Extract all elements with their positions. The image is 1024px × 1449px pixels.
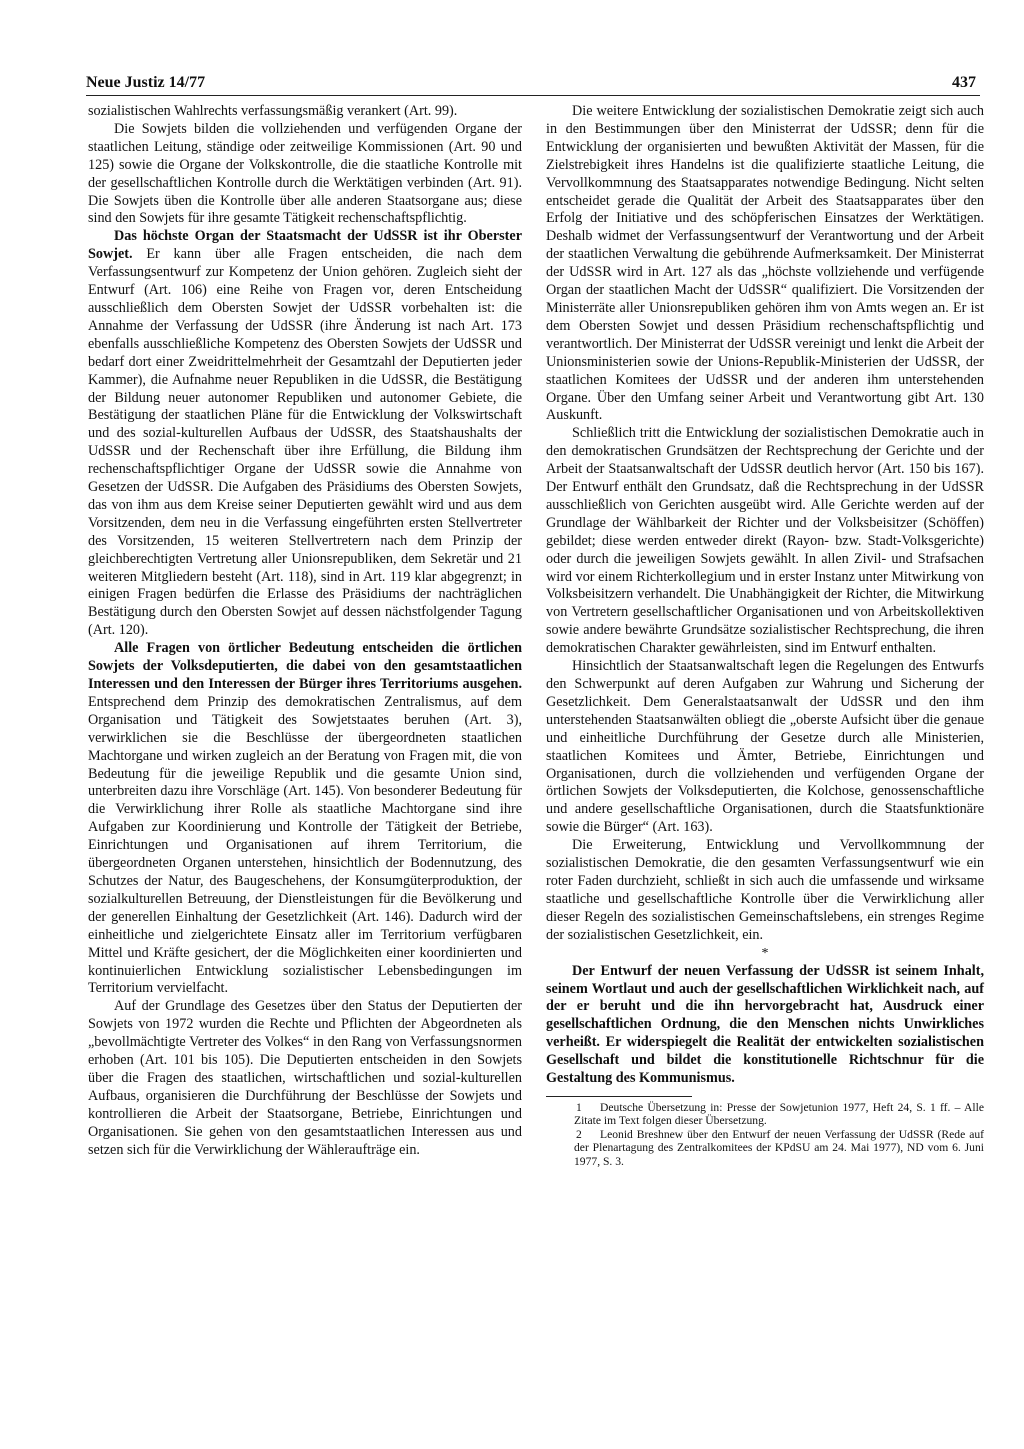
lead-in-bold: Alle Fragen von örtlicher Bedeutung entscheiden die örtlichen Sowjets der Volksdeputierten, die dabei von den gesamtstaatlichen Interessen und den Interessen der Bürger ihres Territoriums ausgehen. bbox=[88, 640, 522, 692]
conclusion-paragraph: Der Entwurf der neuen Verfassung der UdSSR ist seinem Inhalt, seinem Wortlaut und auch der gesellschaftlichen Wirklichkeit nach, auf der er beruht und die ihn hervorgebracht hat, Ausdruck einer gesellschaftlichen Ordnung, die den Menschen nichts Unwirkliches verheißt. Er widerspiegelt die Realität der entwickelten sozialistischen Gesellschaft und bildet die konstitutionelle Richtschnur für die Gestaltung des Kommunismus. bbox=[546, 962, 984, 1087]
journal-title: Neue Justiz 14/77 bbox=[86, 74, 206, 91]
paragraph: Auf der Grundlage des Gesetzes über den Status der Deputierten der Sowjets von 1972 wurden die Rechte und Pflichten der Abgeordneten als „bevollmächtigte Vertreter des Volkes“ in den Rang von Verfassungsnormen erhoben (Art. 101 bis 105). Die Deputierten entscheiden in den Sowjets über die Fragen des staatlichen, wirtschaftlichen und sozial-kulturellen Aufbaus, organisieren die Durchführung der Beschlüsse der Sowjets und kontrollieren die Arbeit der Staatsorgane, Betriebe, Einrichtungen und Organisationen. Sie gehen von den gesamtstaatlichen Interessen aus und setzen sich für die Verwirklichung der Wähleraufträge ein. bbox=[88, 998, 522, 1158]
header-rule bbox=[86, 95, 980, 96]
footnote bbox=[546, 1128, 984, 1168]
lead-in-bold: Das höchste Organ der Staatsmacht der UdSSR ist ihr Oberster Sowjet. bbox=[88, 228, 522, 263]
section-separator: * bbox=[761, 945, 769, 961]
page-number: 437 bbox=[952, 74, 976, 91]
paragraph bbox=[88, 640, 522, 998]
left-column bbox=[88, 103, 522, 1159]
paragraph: Schließlich tritt die Entwicklung der sozialistischen Demokratie auch in den demokratischen Grundsätzen der Rechtsprechung der Gerichte und der Arbeit der Staatsanwaltschaft der UdSSR deutlich hervor (Art. 150 bis 167). Der Entwurf enthält den Grundsatz, daß die Rechtsprechung in der UdSSR ausschließlich von Gerichten ausgeübt wird. Alle Gerichte werden auf der Grundlage der Wählbarkeit der Richter und der Volksbeisitzer (Schöffen) gebildet; diese werden entweder direkt (Rayon- bzw. Stadt-Volksgerichte) oder durch die jeweiligen Sowjets gewählt. In allen Zivil- und Strafsachen wird vor einem Richterkollegium und in erster Instanz unter Mitwirkung von Volksbeisitzern verhandelt. Die Unabhängigkeit der Richter, die Mitwirkung von Vertretern gesellschaftlicher Organisationen und von Arbeitskollektiven sowie andere bewährte Grundsätze sozialistischer Rechtsprechung, die ihren demokratischen Charakter gewährleisten, sind im Entwurf enthalten. bbox=[546, 425, 984, 657]
paragraph: Hinsichtlich der Staatsanwaltschaft legen die Regelungen des Entwurfs den Schwerpunkt auf deren Aufgaben zur Wahrung und Sicherung der Gesetzlichkeit. Dem Generalstaatsanwalt der UdSSR und den ihm unterstehenden Staatsanwälten obliegt die „oberste Aufsicht über die genaue und einheitliche Durchführung der Gesetze durch alle Ministerien, staatlichen Komitees und Ämter, Betriebe, Einrichtungen und Organisationen, durch die vollziehenden und verfügenden Organe der örtlichen Sowjets der Volksdeputierten, die Kolchose, genossenschaftliche und andere gesellschaftliche Organisationen, durch die Staatsfunktionäre sowie die Bürger“ (Art. 163). bbox=[546, 658, 984, 836]
paragraph: Die weitere Entwicklung der sozialistischen Demokratie zeigt sich auch in den Bestimmungen über den Ministerrat der UdSSR; denn für die Entwicklung der organisierten und bewußten Aktivität der Massen, für die Zielstrebigkeit ihres Handelns ist die qualifizierte staatliche Leitung, die Vervollkommnung des Staatsapparates notwendige Bedingung. Nicht selten entscheidet gerade die Qualität der Arbeit des Staatsapparates über den Erfolg der Initiative und des schöpferischen Einsatzes der Werktätigen. Deshalb widmet der Verfassungsentwurf der Verantwortung und der Arbeit der staatlichen Verwaltung die gebührende Aufmerksamkeit. Der Ministerrat der UdSSR wird in Art. 127 als das „höchste vollziehende und verfügende Organ der staatlichen Macht der UdSSR“ qualifiziert. Die Vorsitzenden der Ministerräte aller Unionsrepubliken gehören ihm von Amts wegen an. Er ist dem Obersten Sowjet und dessen Präsidium rechenschaftspflichtig und verantwortlich. Der Ministerrat der UdSSR vereinigt und lenkt die Arbeit der Unionsministerien sowie der Unions-Republik-Ministerien der UdSSR, der staatlichen Komitees der UdSSR und der anderen ihm unterstehenden Organe. Über den Umfang seiner Arbeit und Verantwortung gibt Art. 130 Auskunft. bbox=[546, 103, 984, 424]
right-column bbox=[546, 103, 984, 1168]
running-header bbox=[86, 74, 980, 96]
footnote-text: Leonid Breshnew über den Entwurf der neuen Verfassung der UdSSR (Rede auf der Plenartagung des Zentralkomitees der KPdSU am 24. Mai 1977), ND vom 6. Juni 1977, S. 3. bbox=[574, 1127, 984, 1168]
paragraph-body: Er kann über alle Fragen entscheiden, die nach dem Verfassungsentwurf zur Kompetenz der Union gehören. Zugleich sieht der Entwurf (Art. 106) eine Reihe von Fragen vor, deren Entscheidung ausschließlich dem Obersten Sowjet der UdSSR vorbehalten ist: die Annahme der Verfassung der UdSSR (ihre Änderung ist nach Art. 173 ebenfalls ausschließliche Kompetenz des Obersten Sowjets der UdSSR und bedarf dort einer Zweidrittelmehrheit der Gesamtzahl der Deputierten jeder Kammer), die Aufnahme neuer Republiken in die UdSSR, die Bestätigung der Bildung neuer autonomer Republiken und autonomer Gebiete, die Bestätigung der staatlichen Pläne für die Entwicklung der Volkswirtschaft und des sozial-kulturellen Aufbaus der UdSSR, des Staatshaushalts der UdSSR und der Rechenschaft über ihre Erfüllung, die Bildung ihm rechenschaftspflichtiger Organe der UdSSR sowie die Annahme von Gesetzen der UdSSR. Die Aufgaben des Präsidiums des Obersten Sowjets, das von ihm aus dem Kreise seiner Deputierten gewählt wird und aus dem Vorsitzenden, dem neu in die Verfassung eingeführten ersten Stellvertreter des Vorsitzenden, 15 weiteren Stellvertretern nach dem Prinzip der gleichberechtigten Vertretung aller Unionsrepubliken, dem Sekretär und 21 weiteren Mitgliedern besteht (Art. 118), sind in Art. 119 klar abgegrenzt; in einigen Fragen bedürfen die Erlasse des Präsidiums der nachträglichen Bestätigung durch den Obersten Sowjet auf dessen nächstfolgender Tagung (Art. 120). bbox=[88, 246, 522, 639]
footnote-number: 1 bbox=[576, 1100, 582, 1114]
paragraph: sozialistischen Wahlrechts verfassungsmäßig verankert (Art. 99). bbox=[88, 103, 458, 119]
footnote-number: 2 bbox=[576, 1127, 582, 1141]
footnote bbox=[546, 1101, 984, 1128]
paragraph bbox=[88, 228, 522, 640]
paragraph-body: Entsprechend dem Prinzip des demokratischen Zentralismus, auf dem Organisation und Tätigkeit des Sowjetstaates beruhen (Art. 3), verwirklichen sie die Beschlüsse der übergeordneten staatlichen Machtorgane und wirken zugleich an der Beratung von Fragen mit, die von Bedeutung für die jeweilige Republik und die gesamte Union sind, unterbreiten dazu ihre Vorschläge (Art. 145). Von besonderer Bedeutung für die Verwirklichung ihrer Rolle als staatliche Machtorgane sind ihre Aufgaben zur Koordinierung und Kontrolle der Tätigkeit der Betriebe, Einrichtungen und Organisationen auf ihrem Territorium, die übergeordneten Organen unterstehen, hinsichtlich der Bodennutzung, des Schutzes der Natur, des Baugeschehens, der Konsumgüterproduktion, der sozialkulturellen Betreuung, der Dienstleistungen für die Bevölkerung und der generellen Einhaltung der Gesetzlichkeit (Art. 146). Dadurch wird der einheitliche und zielgerichtete Einsatz aller im Territorium verfügbaren Mittel und Kräfte gesichert, der die Möglichkeiten einer koordinierten und kontinuierlichen Entwicklung sozialistischer Lebensbedingungen im Territorium vervielfacht. bbox=[88, 693, 522, 997]
paragraph: Die Sowjets bilden die vollziehenden und verfügenden Organe der staatlichen Leitung, ständige oder zeitweilige Kommissionen (Art. 90 und 125) sowie die Organe der Volkskontrolle, die die staatliche Kontrolle mit der gesellschaftlichen Kontrolle durch die Werktätigen verbinden (Art. 91). Die Sowjets üben die Kontrolle über alle anderen Staatsorgane aus; diese sind den Sowjets für ihre gesamte Tätigkeit rechenschaftspflichtig. bbox=[88, 120, 522, 227]
footnote-rule bbox=[546, 1096, 692, 1097]
footnote-text: Deutsche Übersetzung in: Presse der Sowjetunion 1977, Heft 24, S. 1 ff. – Alle Zitate im Text folgen dieser Übersetzung. bbox=[574, 1100, 984, 1128]
paragraph: Die Erweiterung, Entwicklung und Vervollkommnung der sozialistischen Demokratie, die den gesamten Verfassungsentwurf wie ein roter Faden durchzieht, schließt in sich auch die umfassende und wirksame staatliche und gesellschaftliche Kontrolle über die Verwirklichung aller dieser Regeln des sozialistischen Gemeinschaftslebens, ein strenges Regime der sozialistischen Gesetzlichkeit, ein. bbox=[546, 837, 984, 943]
